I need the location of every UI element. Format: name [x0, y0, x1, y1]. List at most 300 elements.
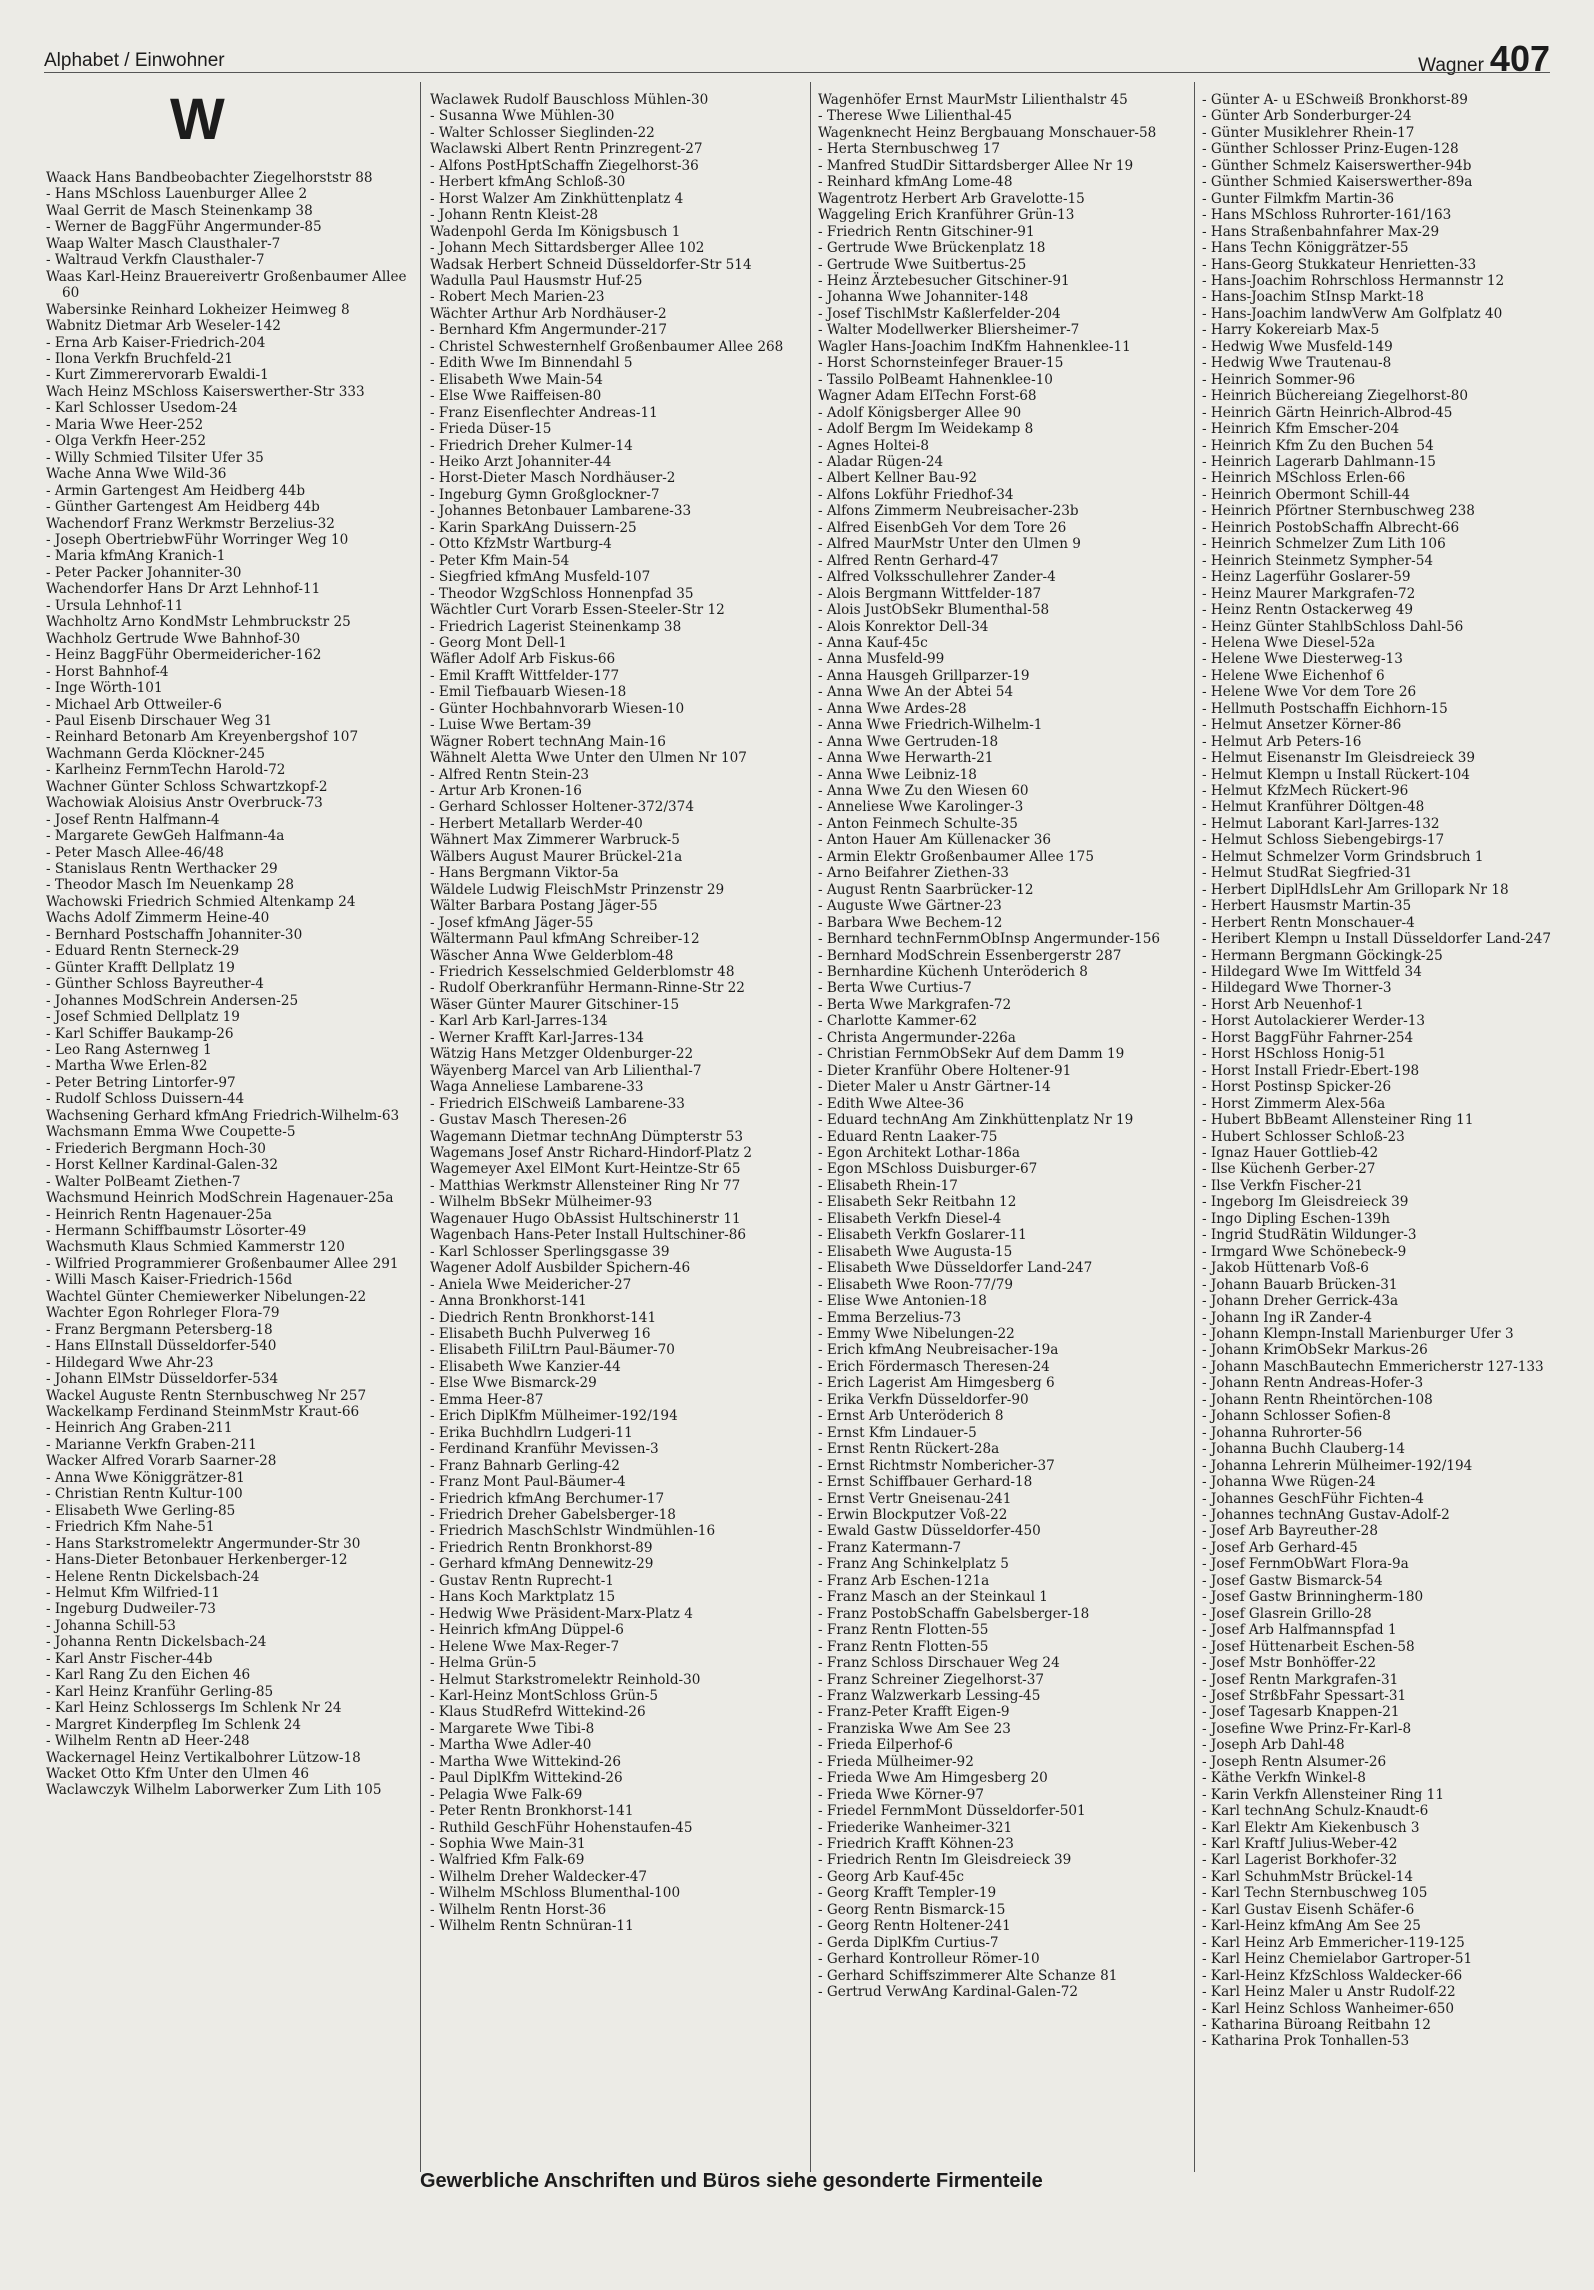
directory-entry: Wackelkamp Ferdinand SteinmMstr Kraut-66 [46, 1403, 360, 1420]
directory-entry: - Stanislaus Rentn Werthacker 29 [46, 861, 278, 878]
directory-entry: Waal Gerrit de Masch Steinenkamp 38 [46, 202, 313, 219]
directory-entry: - Frieda Eilperhof-6 [818, 1737, 953, 1754]
directory-entry: - Inge Wörth-101 [46, 680, 163, 697]
directory-entry: - Heinz Maurer Markgrafen-72 [1202, 585, 1416, 602]
directory-entry: Waga Anneliese Lambarene-33 [430, 1079, 644, 1096]
directory-entry: - Josef Hüttenarbeit Eschen-58 [1202, 1638, 1415, 1655]
directory-entry: - Kurt Zimmerervorarb Ewaldi-1 [46, 367, 269, 384]
directory-entry: - Edith Wwe Altee-36 [818, 1095, 965, 1112]
directory-entry: - Heinrich PostobSchaffn Albrecht-66 [1202, 519, 1460, 536]
directory-entry: - Elisabeth Wwe Düsseldorfer Land-247 [818, 1260, 1093, 1277]
directory-entry: - Hedwig Wwe Präsident-Marx-Platz 4 [430, 1605, 693, 1622]
directory-entry: - Karl Gustav Eisenh Schäfer-6 [1202, 1901, 1415, 1918]
directory-entry: - Günther Schlosser Prinz-Eugen-128 [1202, 141, 1459, 158]
directory-entry: - Gunter Filmkfm Martin-36 [1202, 190, 1395, 207]
directory-entry: - Friedrich Rentn Im Gleisdreieck 39 [818, 1852, 1072, 1869]
directory-entry: - Franz Arb Eschen-121a [818, 1572, 990, 1589]
directory-entry: - Horst BaggFühr Fahrner-254 [1202, 1029, 1414, 1046]
directory-entry: - Helma Grün-5 [430, 1655, 537, 1672]
directory-entry: - Karl-Heinz KfzSchloss Waldecker-66 [1202, 1967, 1463, 1984]
directory-entry: - Heinrich Obermont Schill-44 [1202, 486, 1411, 503]
directory-entry: - Karl Schlosser Usedom-24 [46, 400, 238, 417]
directory-entry: - Georg Rentn Bismarck-15 [818, 1901, 1006, 1918]
directory-entry: - Walter Modellwerker Bliersheimer-7 [818, 322, 1080, 339]
directory-entry: - Margret Kinderpfleg Im Schlenk 24 [46, 1716, 302, 1733]
directory-entry: - Leo Rang Asternweg 1 [46, 1042, 212, 1059]
directory-entry: - Hedwig Wwe Musfeld-149 [1202, 338, 1393, 355]
directory-entry: - Hildegard Wwe Ahr-23 [46, 1354, 214, 1371]
directory-entry: - Johann ElMstr Düsseldorfer-534 [46, 1371, 279, 1388]
directory-entry: - Arno Beifahrer Ziethen-33 [818, 865, 1009, 882]
directory-entry: - Helmut Eisenanstr Im Gleisdreieck 39 [1202, 750, 1476, 767]
directory-entry: Wagler Hans-Joachim IndKfm Hahnenklee-11 [818, 338, 1131, 355]
directory-entry: - Helmut Klempn u Install Rückert-104 [1202, 766, 1470, 783]
directory-entry: - Ernst Schiffbauer Gerhard-18 [818, 1474, 1033, 1491]
directory-entry: - Alfred Rentn Stein-23 [430, 766, 590, 783]
directory-entry: - Anna Wwe Königgrätzer-81 [46, 1469, 245, 1486]
directory-entry: - Franz Masch an der Steinkaul 1 [818, 1589, 1048, 1606]
directory-entry: - Alfred Rentn Gerhard-47 [818, 552, 999, 569]
directory-entry: - Ingeburg Gymn Großglockner-7 [430, 486, 660, 503]
directory-entry: - Gertrud VerwAng Kardinal-Galen-72 [818, 1984, 1079, 2001]
directory-entry: - Horst Schornsteinfeger Brauer-15 [818, 355, 1064, 372]
directory-entry: - Heinz Günter StahlbSchloss Dahl-56 [1202, 618, 1464, 635]
directory-entry: Wagenhöfer Ernst MaurMstr Lilienthalstr 45 [818, 92, 1128, 108]
directory-entry: - Franziska Wwe Am See 23 [818, 1720, 1011, 1737]
directory-entry: - Karl Lagerist Borkhofer-32 [1202, 1852, 1398, 1869]
directory-entry: - Karl Heinz Schlossergs Im Schlenk Nr 24 [46, 1700, 342, 1717]
directory-entry: - Charlotte Kammer-62 [818, 1013, 977, 1030]
directory-entry: - Alfred Volksschullehrer Zander-4 [818, 569, 1056, 586]
directory-entry: - Ernst Richtmstr Nombericher-37 [818, 1457, 1055, 1474]
directory-entry: - Franz Bergmann Petersberg-18 [46, 1321, 273, 1338]
directory-entry: - Frieda Mülheimer-92 [818, 1753, 974, 1770]
directory-entry: - Walter PolBeamt Ziethen-7 [46, 1173, 241, 1190]
directory-entry: Wagener Adolf Ausbilder Spichern-46 [430, 1260, 691, 1277]
column-1 [46, 170, 422, 1799]
directory-entry: - Auguste Wwe Gärtner-23 [818, 898, 1002, 915]
directory-entry: - Franz Mont Paul-Bäumer-4 [430, 1474, 626, 1491]
directory-entry: - Günter A- u ESchweiß Bronkhorst-89 [1202, 92, 1468, 108]
directory-entry: - Ernst Kfm Lindauer-5 [818, 1424, 977, 1441]
directory-entry: - Josef Arb Bayreuther-28 [1202, 1523, 1378, 1540]
directory-entry: - Anna Musfeld-99 [818, 651, 945, 668]
directory-entry: - Heinrich Gärtn Heinrich-Albrod-45 [1202, 404, 1453, 421]
directory-entry: - Agnes Holtei-8 [818, 437, 930, 454]
directory-entry: - Wilhelm BbSekr Mülheimer-93 [430, 1194, 653, 1211]
directory-entry: - Horst HSchloss Honig-51 [1202, 1046, 1387, 1063]
directory-entry: - Frieda Wwe Am Himgesberg 20 [818, 1770, 1048, 1787]
directory-entry: - Hubert Schlosser Schloß-23 [1202, 1128, 1405, 1145]
directory-entry: - Heinrich Steinmetz Sympher-54 [1202, 552, 1434, 569]
directory-entry: Wätzig Hans Metzger Oldenburger-22 [430, 1046, 694, 1063]
directory-entry: - Erich Lagerist Am Himgesberg 6 [818, 1375, 1055, 1392]
directory-entry: - Johannes technAng Gustav-Adolf-2 [1202, 1506, 1450, 1523]
directory-entry: - Katharina Büroang Reitbahn 12 [1202, 2017, 1431, 2034]
page-number: 407 [1489, 38, 1550, 79]
directory-entry: Wäser Günter Maurer Gitschiner-15 [430, 996, 680, 1013]
directory-entry: - Joseph Rentn Alsumer-26 [1202, 1753, 1387, 1770]
directory-entry: - Josef Tagesarb Knappen-21 [1202, 1704, 1400, 1721]
column-4 [1202, 92, 1578, 2050]
directory-entry: Wabnitz Dietmar Arb Weseler-142 [46, 318, 281, 335]
column-divider [1194, 82, 1195, 2172]
directory-entry: Waggeling Erich Kranführer Grün-13 [818, 207, 1075, 224]
directory-entry: - Berta Wwe Markgrafen-72 [818, 996, 1012, 1013]
directory-entry: - Alfons Zimmerm Neubreisacher-23b [818, 503, 1079, 520]
directory-entry: - Dieter Kranführ Obere Holtener-91 [818, 1062, 1072, 1079]
directory-entry: - Tassilo PolBeamt Hahnenklee-10 [818, 371, 1053, 388]
directory-entry: - Hans Techn Königgrätzer-55 [1202, 240, 1409, 257]
directory-entry: - Heinz Lagerführ Goslarer-59 [1202, 569, 1411, 586]
directory-entry: - Matthias Werkmstr Allensteiner Ring Nr 77 [430, 1177, 741, 1194]
directory-entry: Wach Heinz MSchloss Kaiserswerther-Str 333 [46, 383, 365, 400]
directory-entry: Wagemans Josef Anstr Richard-Hindorf-Platz 2 [430, 1145, 753, 1161]
directory-entry: - Josef kfmAng Jäger-55 [430, 914, 594, 931]
directory-entry: - Siegfried kfmAng Musfeld-107 [430, 569, 651, 586]
directory-entry: - Franz Katermann-7 [818, 1539, 962, 1556]
directory-entry: - Johann Schlosser Sofien-8 [1202, 1408, 1391, 1425]
directory-entry: Wältermann Paul kfmAng Schreiber-12 [430, 931, 700, 948]
directory-entry: - Frieda Wwe Körner-97 [818, 1786, 984, 1803]
directory-entry: - Horst Bahnhof-4 [46, 663, 169, 680]
directory-entry: - Josef FernmObWart Flora-9a [1202, 1556, 1409, 1573]
directory-entry: - Anna Kauf-45c [818, 634, 928, 651]
directory-entry: - Helmut Schloss Siebengebirgs-17 [1202, 832, 1445, 849]
directory-entry: - Harry Kokereiarb Max-5 [1202, 322, 1380, 339]
directory-entry: - Alfred EisenbGeh Vor dem Tore 26 [818, 519, 1067, 536]
directory-entry: - Horst Autolackierer Werder-13 [1202, 1013, 1426, 1030]
column-divider [810, 82, 811, 2172]
directory-entry: Wachowski Friedrich Schmied Altenkamp 24 [46, 893, 356, 910]
directory-entry: - Johann Mech Sittardsberger Allee 102 [430, 240, 705, 257]
directory-entry: - Hellmuth Postschaffn Eichhorn-15 [1202, 700, 1448, 717]
directory-entry: - Karl Anstr Fischer-44b [46, 1650, 213, 1667]
directory-entry: - Johanna Rentn Dickelsbach-24 [46, 1634, 267, 1651]
directory-entry: - Johann Rentn Rheintörchen-108 [1202, 1391, 1433, 1408]
directory-entry: - Josef Gastw Brinningherm-180 [1202, 1589, 1424, 1606]
directory-entry: - Hans-Joachim StInsp Markt-18 [1202, 289, 1424, 306]
directory-entry: - Friedrich Krafft Köhnen-23 [818, 1836, 1014, 1853]
directory-entry: - Johannes GeschFühr Fichten-4 [1202, 1490, 1424, 1507]
directory-entry: - Hans Koch Marktplatz 15 [430, 1589, 616, 1606]
directory-entry: Wäfler Adolf Arb Fiskus-66 [430, 651, 616, 668]
directory-entry: - Anneliese Wwe Karolinger-3 [818, 799, 1024, 816]
directory-entry: - Berta Wwe Curtius-7 [818, 980, 972, 997]
directory-entry: - Helmut Schmelzer Vorm Grindsbruch 1 [1202, 848, 1484, 865]
directory-entry: Wägner Robert technAng Main-16 [430, 733, 666, 750]
directory-entry: - Anna Bronkhorst-141 [430, 1293, 587, 1310]
directory-entry: - Bernhard technFernmObInsp Angermunder-156 [818, 931, 1161, 948]
directory-entry: - Franz Rentn Flotten-55 [818, 1622, 989, 1639]
directory-entry: - Herbert Rentn Monschauer-4 [1202, 914, 1415, 931]
directory-entry: - Josef Rentn Halfmann-4 [46, 811, 220, 828]
directory-entry: - Karlheinz FernmTechn Harold-72 [46, 762, 286, 779]
directory-entry: - Franz-Peter Krafft Eigen-9 [818, 1704, 1010, 1721]
directory-entry: Wachendorf Franz Werkmstr Berzelius-32 [46, 515, 335, 532]
directory-entry: - Helmut Kfm Wilfried-11 [46, 1584, 220, 1601]
directory-entry: - Josef TischlMstr Kaßlerfelder-204 [818, 305, 1061, 322]
directory-entry: - Robert Mech Marien-23 [430, 289, 605, 306]
directory-entry: - Ingeborg Im Gleisdreieck 39 [1202, 1194, 1409, 1211]
directory-entry: - Maria Wwe Heer-252 [46, 416, 204, 433]
directory-entry: - Helene Wwe Diesterweg-13 [1202, 651, 1403, 668]
directory-entry: - Josef Arb Halfmannspfad 1 [1202, 1622, 1397, 1639]
directory-entry: - Christian Rentn Kultur-100 [46, 1486, 243, 1503]
directory-entry: - Bernhard ModSchrein Essenbergerstr 287 [818, 947, 1122, 964]
directory-entry: - Karl Heinz Maler u Anstr Rudolf-22 [1202, 1984, 1456, 2001]
directory-entry: Wagenbach Hans-Peter Install Hultschiner-86 [430, 1227, 747, 1244]
directory-entry: - Alois JustObSekr Blumenthal-58 [818, 602, 1050, 619]
directory-entry: - Joseph ObertriebwFühr Worringer Weg 10 [46, 531, 349, 548]
directory-entry: - Friedrich Rentn Bronkhorst-89 [430, 1539, 653, 1556]
directory-entry: - Helene Wwe Vor dem Tore 26 [1202, 684, 1417, 701]
directory-entry: - Friedrich MaschSchlstr Windmühlen-16 [430, 1523, 716, 1540]
directory-entry: - Eduard technAng Am Zinkhüttenplatz Nr 19 [818, 1112, 1134, 1129]
directory-entry: - Friederike Wanheimer-321 [818, 1819, 1013, 1836]
footer-note: Gewerbliche Anschriften und Büros siehe gesonderte Firmenteile [420, 2170, 1043, 2192]
directory-entry: - Johann Ing iR Zander-4 [1202, 1309, 1373, 1326]
directory-entry: - Walfried Kfm Falk-69 [430, 1852, 585, 1869]
directory-entry: - Martha Wwe Wittekind-26 [430, 1753, 622, 1770]
directory-entry: - Peter Masch Allee-46/48 [46, 844, 224, 861]
directory-entry: - Erich DiplKfm Mülheimer-192/194 [430, 1408, 678, 1425]
directory-entry: - Herta Sternbuschweg 17 [818, 141, 1001, 158]
directory-entry: Wäyenberg Marcel van Arb Lilienthal-7 [430, 1062, 702, 1079]
directory-entry: - Gertrude Wwe Suitbertus-25 [818, 256, 1027, 273]
directory-entry: Wabersinke Reinhard Lokheizer Heimweg 8 [46, 301, 350, 318]
directory-entry: - Christa Angermunder-226a [818, 1029, 1016, 1046]
directory-entry: - Karl-Heinz kfmAng Am See 25 [1202, 1918, 1421, 1935]
directory-entry: - Willy Schmied Tilsiter Ufer 35 [46, 449, 264, 466]
directory-entry: - Elisabeth Wwe Roon-77/79 [818, 1276, 1013, 1293]
directory-entry: - Armin Elektr Großenbaumer Allee 175 [818, 848, 1094, 865]
directory-entry: Wälter Barbara Postang Jäger-55 [430, 898, 658, 915]
directory-entry: Wächtler Curt Vorarb Essen-Steeler-Str 12 [430, 602, 725, 619]
directory-entry: - Karin Verkfn Allensteiner Ring 11 [1202, 1786, 1444, 1803]
directory-entry: Wagemeyer Axel ElMont Kurt-Heintze-Str 65 [430, 1161, 741, 1178]
directory-entry: Wachtel Günter Chemiewerker Nibelungen-22 [46, 1288, 367, 1305]
directory-entry: - Georg Rentn Holtener-241 [818, 1918, 1011, 1935]
directory-entry: - Ursula Lehnhof-11 [46, 597, 184, 614]
directory-entry: - Friedrich Rentn Gitschiner-91 [818, 223, 1035, 240]
directory-entry: - Erich Fördermasch Theresen-24 [818, 1358, 1050, 1375]
directory-entry: - Heinrich Rentn Hagenauer-25a [46, 1206, 272, 1223]
directory-entry: - Barbara Wwe Bechem-12 [818, 914, 1003, 931]
directory-entry: - Heinrich Büchereiang Ziegelhorst-80 [1202, 388, 1469, 405]
directory-entry: - Gerhard Schlosser Holtener-372/374 [430, 799, 694, 816]
directory-entry: - Ruthild GeschFühr Hohenstaufen-45 [430, 1819, 693, 1836]
directory-entry: - Georg Mont Dell-1 [430, 634, 568, 651]
directory-entry: - Karl Heinz Kranführ Gerling-85 [46, 1683, 274, 1700]
directory-entry: - Friedrich Lagerist Steinenkamp 38 [430, 618, 682, 635]
directory-entry: - Anna Wwe Ardes-28 [818, 700, 967, 717]
directory-entry: - Heinrich Schmelzer Zum Lith 106 [1202, 536, 1446, 553]
directory-entry: - Hildegard Wwe Im Wittfeld 34 [1202, 964, 1422, 981]
directory-entry: - Elisabeth Verkfn Diesel-4 [818, 1210, 1002, 1227]
directory-entry: - Margarete GewGeh Halfmann-4a [46, 828, 285, 845]
directory-entry: - Wilhelm Rentn Horst-36 [430, 1901, 607, 1918]
directory-entry: Waack Hans Bandbeobachter Ziegelhorststr 88 [46, 170, 373, 186]
directory-entry: - Ernst Arb Unteröderich 8 [818, 1408, 1004, 1425]
directory-entry: - Karin SparkAng Duissern-25 [430, 519, 637, 536]
page-header-right [1418, 38, 1550, 80]
directory-entry: - Alfons Lokführ Friedhof-34 [818, 486, 1014, 503]
directory-entry: - Günter Krafft Dellplatz 19 [46, 959, 235, 976]
directory-entry: - Willi Masch Kaiser-Friedrich-156d [46, 1272, 293, 1289]
directory-entry: Wäscher Anna Wwe Gelderblom-48 [430, 947, 674, 964]
directory-entry: - Michael Arb Ottweiler-6 [46, 696, 222, 713]
directory-entry: - Elisabeth FiliLtrn Paul-Bäumer-70 [430, 1342, 675, 1359]
directory-entry: - Käthe Verkfn Winkel-8 [1202, 1770, 1366, 1787]
directory-entry: - Alfons PostHptSchaffn Ziegelhorst-36 [430, 157, 699, 174]
directory-entry: - Helmut Laborant Karl-Jarres-132 [1202, 815, 1440, 832]
directory-entry: - Günther Schloss Bayreuther-4 [46, 976, 264, 993]
section-letter: W [170, 87, 225, 152]
header-name: Wagner [1418, 55, 1484, 76]
directory-entry: - Martha Wwe Erlen-82 [46, 1058, 208, 1075]
directory-entry: Wachner Günter Schloss Schwartzkopf-2 [46, 778, 328, 795]
directory-entry: - Heinrich Pförtner Sternbuschweg 238 [1202, 503, 1475, 520]
directory-entry: - Joseph Arb Dahl-48 [1202, 1737, 1345, 1754]
directory-entry: - Hedwig Wwe Trautenau-8 [1202, 355, 1392, 372]
directory-entry: Wachholz Gertrude Wwe Bahnhof-30 [46, 630, 301, 647]
directory-entry: - Helmut Starkstromelektr Reinhold-30 [430, 1671, 701, 1688]
directory-entry: - Josef Schmied Dellplatz 19 [46, 1009, 240, 1026]
directory-entry: Waclawski Albert Rentn Prinzregent-27 [430, 141, 703, 158]
directory-entry: - Peter Packer Johanniter-30 [46, 564, 242, 581]
directory-entry: - Ernst Vertr Gneisenau-241 [818, 1490, 1012, 1507]
directory-entry: - Eduard Rentn Sterneck-29 [46, 943, 240, 960]
directory-entry: - Else Wwe Bismarck-29 [430, 1375, 597, 1392]
directory-entry: - Friedel FernmMont Düsseldorfer-501 [818, 1803, 1086, 1820]
directory-entry: - Karl technAng Schulz-Knaudt-6 [1202, 1803, 1429, 1820]
directory-entry: - Josef Gastw Bismarck-54 [1202, 1572, 1383, 1589]
directory-entry: - Friedrich Kfm Nahe-51 [46, 1519, 215, 1536]
directory-entry: - Dieter Maler u Anstr Gärtner-14 [818, 1079, 1051, 1096]
directory-entry: - Christel Schwesternhelf Großenbaumer Allee 268 [430, 338, 784, 355]
directory-entry: - Horst Kellner Kardinal-Galen-32 [46, 1157, 278, 1174]
directory-entry: Wacker Alfred Vorarb Saarner-28 [46, 1453, 277, 1470]
directory-entry: Wadulla Paul Hausmstr Huf-25 [430, 272, 643, 289]
directory-entry: - Alois Bergmann Wittfelder-187 [818, 585, 1042, 602]
directory-entry: - Albert Kellner Bau-92 [818, 470, 977, 487]
directory-entry: - Theodor Masch Im Neuenkamp 28 [46, 877, 294, 894]
directory-entry: - Erika Verkfn Düsseldorfer-90 [818, 1391, 1029, 1408]
directory-entry: - Elisabeth Wwe Gerling-85 [46, 1502, 236, 1519]
directory-entry: - Friedrich Dreher Gabelsberger-18 [430, 1506, 676, 1523]
directory-entry: - Erwin Blockputzer Voß-22 [818, 1506, 1008, 1523]
directory-entry: - Klaus StudRefrd Wittekind-26 [430, 1704, 646, 1721]
directory-entry: - Peter Rentn Bronkhorst-141 [430, 1803, 634, 1820]
directory-entry: - Elisabeth Verkfn Goslarer-11 [818, 1227, 1027, 1244]
directory-entry: - Maria kfmAng Kranich-1 [46, 548, 226, 565]
directory-entry: - Marianne Verkfn Graben-211 [46, 1436, 257, 1453]
directory-entry: - Josef Mstr Bonhöffer-22 [1202, 1655, 1377, 1672]
directory-entry: - Hans-Joachim Rohrschloss Hermannstr 12 [1202, 272, 1505, 289]
directory-entry: - Johann KrimObSekr Markus-26 [1202, 1342, 1428, 1359]
directory-entry: - Ingeburg Dudweiler-73 [46, 1601, 216, 1618]
directory-entry: - Martha Wwe Adler-40 [430, 1737, 592, 1754]
directory-entry: Wacket Otto Kfm Unter den Ulmen 46 [46, 1765, 310, 1782]
directory-entry: - Karl Heinz Arb Emmericher-119-125 [1202, 1934, 1465, 1951]
directory-entry: - Gustav Masch Theresen-26 [430, 1112, 627, 1129]
directory-entry: - Karl Rang Zu den Eichen 46 [46, 1667, 251, 1684]
directory-entry: - Werner de BaggFühr Angermunder-85 [46, 219, 322, 236]
directory-entry: - Rudolf Oberkranführ Hermann-Rinne-Str 22 [430, 980, 745, 997]
directory-entry: - Anna Hausgeh Grillparzer-19 [818, 667, 1030, 684]
directory-entry: - Wilhelm Rentn Schnüran-11 [430, 1918, 634, 1935]
directory-entry: - Helmut Ansetzer Körner-86 [1202, 717, 1402, 734]
directory-entry: - Karl SchuhmMstr Brückel-14 [1202, 1868, 1413, 1885]
directory-entry: - Aladar Rügen-24 [818, 453, 944, 470]
column-3 [818, 92, 1194, 2001]
directory-entry: - Hans-Dieter Betonbauer Herkenberger-12 [46, 1552, 348, 1569]
directory-entry: - Heinrich Lagerarb Dahlmann-15 [1202, 453, 1436, 470]
directory-entry: Wadenpohl Gerda Im Königsbusch 1 [430, 223, 681, 240]
directory-entry: - Emma Berzelius-73 [818, 1309, 962, 1326]
directory-entry: - Anna Wwe Zu den Wiesen 60 [818, 783, 1029, 800]
directory-entry: Wagenknecht Heinz Bergbauang Monschauer-58 [818, 124, 1157, 141]
directory-entry: - Erika Buchhdlrn Ludgeri-11 [430, 1424, 633, 1441]
directory-entry: Wachsening Gerhard kfmAng Friedrich-Wilhelm-63 [46, 1107, 400, 1124]
directory-entry: - Friederich Bergmann Hoch-30 [46, 1140, 266, 1157]
directory-entry: - Friedrich kfmAng Berchumer-17 [430, 1490, 665, 1507]
directory-entry: - Günter Arb Sonderburger-24 [1202, 108, 1412, 125]
directory-entry: - Erna Arb Kaiser-Friedrich-204 [46, 334, 266, 351]
directory-entry: - Hans Bergmann Viktor-5a [430, 865, 619, 882]
directory-entry: - Günter Hochbahnvorarb Wiesen-10 [430, 700, 685, 717]
directory-entry: - Herbert Hausmstr Martin-35 [1202, 898, 1412, 915]
directory-entry: - Ernst Rentn Rückert-28a [818, 1441, 1000, 1458]
directory-entry: - Franz Ang Schinkelplatz 5 [818, 1556, 1009, 1573]
directory-entry: - Hermann Schiffbaumstr Lösorter-49 [46, 1223, 307, 1239]
directory-entry: - Armin Gartengest Am Heidberg 44b [46, 482, 306, 499]
header-rule [44, 72, 1550, 73]
directory-entry: - Günther Schmied Kaiserswerther-89a [1202, 174, 1473, 191]
directory-entry: Wäldele Ludwig FleischMstr Prinzenstr 29 [430, 881, 725, 898]
directory-entry: - Helmut StudRat Siegfried-31 [1202, 865, 1413, 882]
directory-entry: - Johanna Wwe Rügen-24 [1202, 1474, 1376, 1491]
directory-entry: - Herbert Metallarb Werder-40 [430, 815, 643, 832]
directory-entry: - Josefine Wwe Prinz-Fr-Karl-8 [1202, 1720, 1412, 1737]
directory-entry: - Artur Arb Kronen-16 [430, 783, 582, 800]
directory-entry: Waclawek Rudolf Bauschloss Mühlen-30 [430, 92, 709, 108]
directory-entry: Wagemann Dietmar technAng Dümpterstr 53 [430, 1128, 744, 1145]
directory-entry: - Werner Krafft Karl-Jarres-134 [430, 1029, 644, 1046]
directory-entry: - Rudolf Schloss Duissern-44 [46, 1091, 245, 1108]
directory-entry: Wälbers August Maurer Brückel-21a [430, 848, 683, 865]
directory-entry: - Johanna Lehrerin Mülheimer-192/194 [1202, 1457, 1473, 1474]
directory-entry: - Helmut Arb Peters-16 [1202, 733, 1362, 750]
directory-entry: - Heinz Ärztebesucher Gitschiner-91 [818, 272, 1070, 289]
directory-entry: - Gerhard kfmAng Dennewitz-29 [430, 1556, 654, 1573]
directory-entry: - Günther Gartengest Am Heidberg 44b [46, 499, 320, 516]
directory-entry: - Katharina Prok Tonhallen-53 [1202, 2033, 1410, 2050]
directory-entry: - Friedrich Kesselschmied Gelderblomstr 48 [430, 964, 735, 981]
directory-entry: - Margarete Wwe Tibi-8 [430, 1720, 595, 1737]
directory-entry: Waap Walter Masch Clausthaler-7 [46, 235, 281, 252]
directory-entry: - Heribert Klempn u Install Düsseldorfer Land-247 [1202, 931, 1552, 948]
directory-entry: - Karl Techn Sternbuschweg 105 [1202, 1885, 1428, 1902]
directory-entry: Wachsmuth Klaus Schmied Kammerstr 120 [46, 1239, 345, 1256]
directory-entry: - Horst Arb Neuenhof-1 [1202, 996, 1364, 1013]
directory-entry: - Irmgard Wwe Schönebeck-9 [1202, 1243, 1407, 1260]
directory-entry: - Hans MSchloss Ruhrorter-161/163 [1202, 207, 1452, 224]
directory-entry: - Paul DiplKfm Wittekind-26 [430, 1770, 623, 1787]
directory-entry: - Susanna Wwe Mühlen-30 [430, 108, 615, 125]
directory-entry: - Alfred MaurMstr Unter den Ulmen 9 [818, 536, 1081, 553]
